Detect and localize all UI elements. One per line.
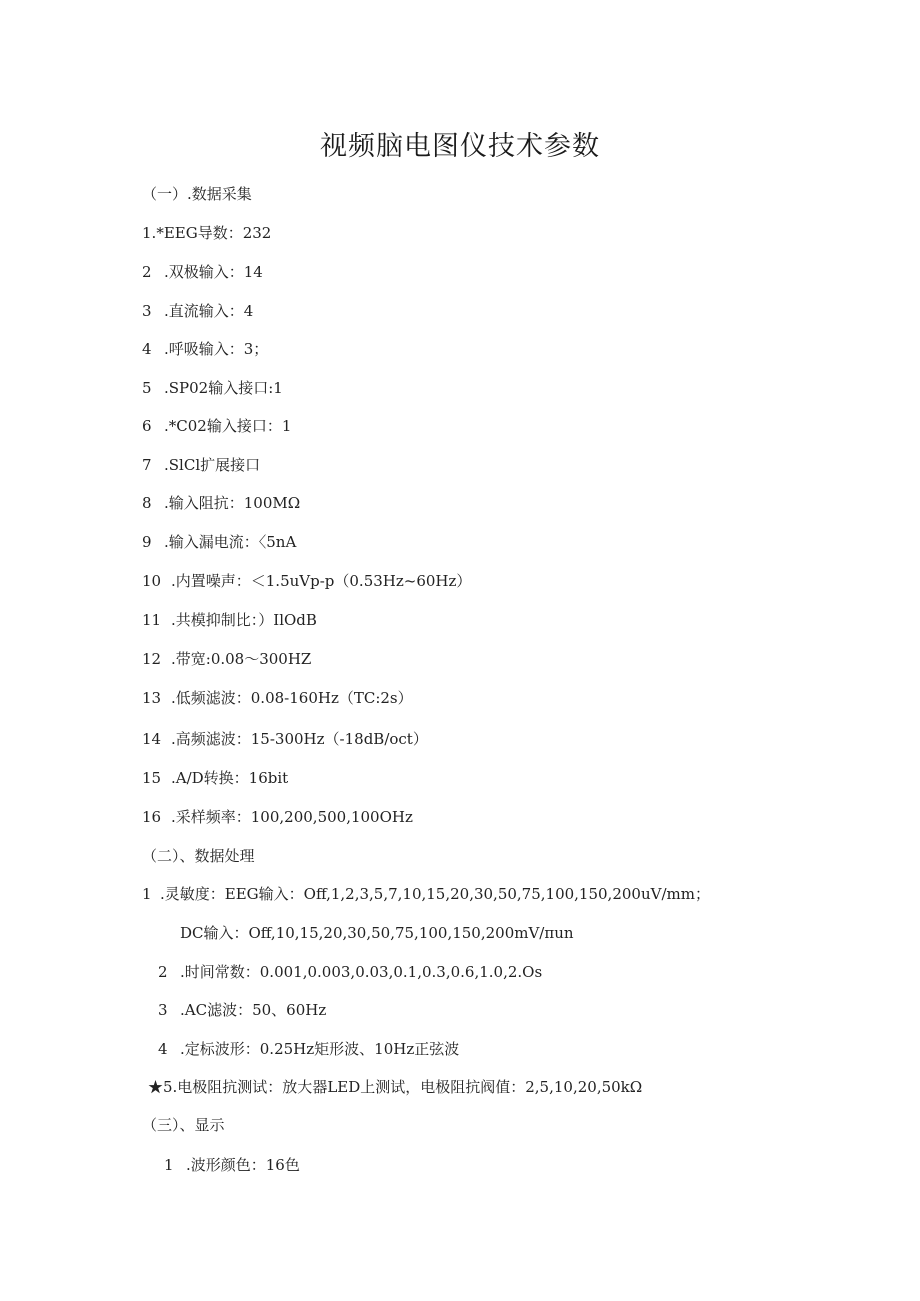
item-text: .内置噪声：＜1.5uVp-p（0.53Hz~60Hz） [171, 572, 472, 590]
item-number: 5 [142, 379, 152, 397]
list-item [142, 649, 311, 669]
item-text: .直流输入：4 [164, 302, 254, 320]
item-text: .时间常数：0.001,0.003,0.03,0.1,0.3,0.6,1.0,2.Os [180, 963, 543, 981]
item-text: ★5.电极阻抗测试：放大器LED上测试，电极阻抗阀值：2,5,10,20,50kΩ [148, 1078, 643, 1096]
document-title: 视频脑电图仪技术参数 [320, 131, 600, 162]
section-heading-data-acquisition: （一）.数据采集 [142, 185, 252, 203]
item-text: .*C02输入接口：1 [164, 417, 292, 435]
list-item [142, 339, 268, 359]
list-item [158, 1039, 459, 1059]
section-heading-data-processing: （二）、数据处理 [142, 847, 255, 865]
list-item [142, 768, 288, 788]
item-text: .A/D转换：16bit [171, 769, 289, 787]
list-item [164, 1155, 300, 1175]
item-text: .带宽:0.08～300HZ [171, 650, 312, 668]
list-item [142, 301, 253, 321]
item-number: 10 [142, 572, 162, 590]
item-text: .双极输入：14 [164, 263, 263, 281]
item-number: 4 [158, 1040, 168, 1058]
list-item [142, 416, 291, 436]
item-number: 13 [142, 689, 162, 707]
item-text: DC输入：Off,10,15,20,30,50,75,100,150,200mV/πun [180, 924, 574, 942]
item-number: 2 [158, 963, 168, 981]
item-text: .采样频率：100,200,500,100OHz [171, 808, 413, 826]
item-number: 1 [142, 885, 152, 903]
list-item [142, 262, 263, 282]
item-number: 9 [142, 533, 152, 551]
item-text: .呼吸输入：3； [164, 340, 269, 358]
item-text: .AC滤波：50、60Hz [180, 1001, 327, 1019]
item-number: 3 [158, 1001, 168, 1019]
item-text: .定标波形：0.25Hz矩形波、10Hz正弦波 [180, 1040, 460, 1058]
list-item [142, 571, 471, 591]
list-item [142, 884, 710, 904]
item-text: .输入漏电流：〈5nA [164, 533, 297, 551]
list-item-continuation [180, 923, 574, 943]
list-item [142, 455, 260, 475]
item-number: 1. [142, 224, 157, 242]
item-number: 8 [142, 494, 152, 512]
item-number: 14 [142, 730, 162, 748]
item-number: 3 [142, 302, 152, 320]
item-number: 11 [142, 611, 162, 629]
list-item [142, 688, 413, 708]
list-item [142, 378, 283, 398]
item-text: .高频滤波：15-300Hz（-18dB/oct） [171, 730, 428, 748]
list-item-star [148, 1077, 642, 1097]
list-item [142, 532, 296, 552]
item-text: .SP02输入接口:1 [164, 379, 283, 397]
item-number: 1 [164, 1156, 174, 1174]
item-number: 4 [142, 340, 152, 358]
item-text: .SlCl扩展接口 [164, 456, 261, 474]
list-item [142, 223, 271, 243]
list-item [158, 1000, 326, 1020]
item-number: 12 [142, 650, 162, 668]
item-number: 15 [142, 769, 162, 787]
list-item [158, 962, 542, 982]
item-text: .灵敏度：EEG输入：Off,1,2,3,5,7,10,15,20,30,50,75,100,150,200uV/mm； [160, 885, 710, 903]
item-text: *EEG导数：232 [156, 224, 272, 242]
item-text: .低频滤波：0.08-160Hz（TC:2s） [171, 689, 413, 707]
item-number: 2 [142, 263, 152, 281]
list-item [142, 610, 317, 630]
item-text: .输入阻抗：100MΩ [164, 494, 301, 512]
section-heading-display: （三）、显示 [142, 1116, 225, 1134]
item-text: .波形颜色：16色 [186, 1156, 300, 1174]
item-text: .共模抑制比：）IlOdB [171, 611, 317, 629]
item-number: 16 [142, 808, 162, 826]
item-number: 6 [142, 417, 152, 435]
item-number: 7 [142, 456, 152, 474]
list-item [142, 493, 300, 513]
list-item [142, 807, 413, 827]
list-item [142, 729, 428, 749]
